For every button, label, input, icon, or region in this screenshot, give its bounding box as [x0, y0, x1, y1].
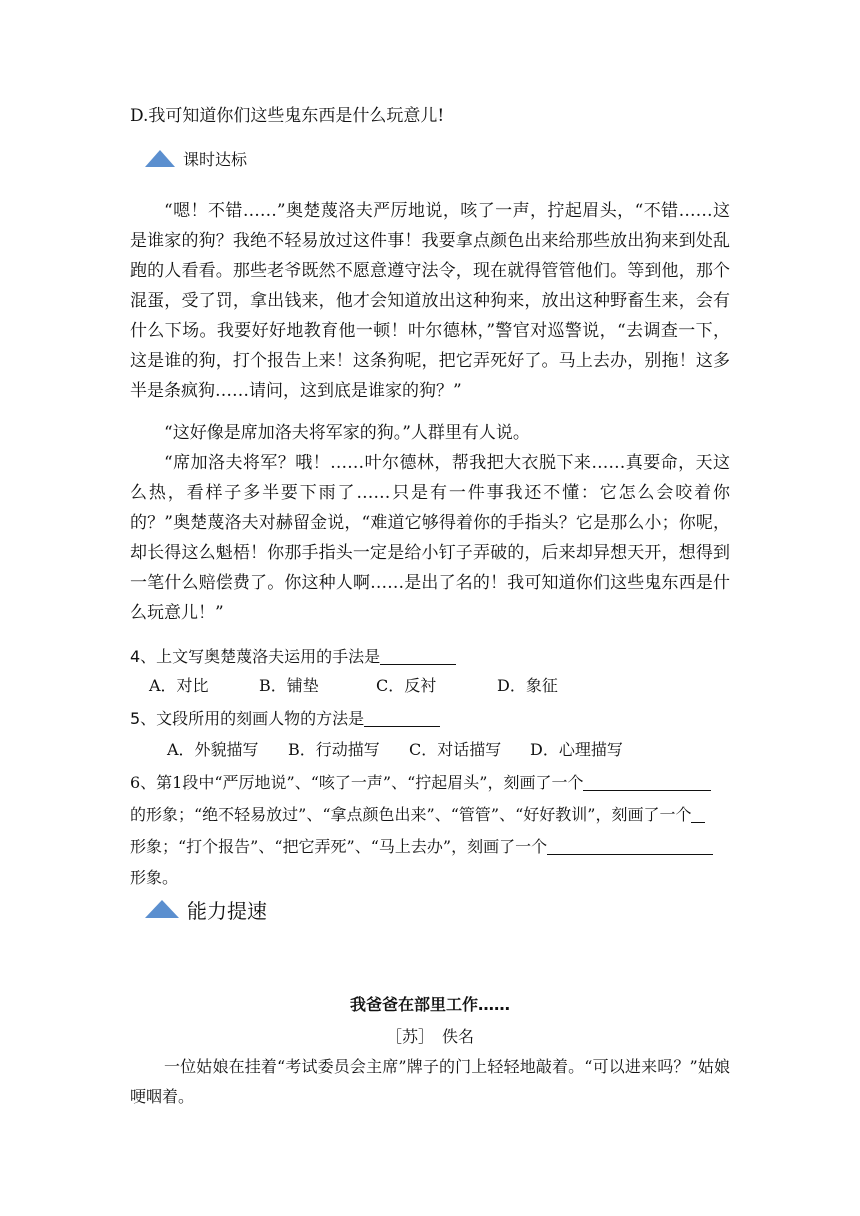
question-4 — [130, 646, 730, 667]
question-6-line-1 — [130, 772, 730, 793]
question-5 — [130, 708, 730, 729]
option-d[interactable]: D．心理描写 — [530, 740, 623, 759]
section-heading-nengli — [145, 897, 267, 921]
question-5-stem: 5、文段所用的刻画人物的方法是 — [130, 709, 365, 728]
option-b[interactable]: B．铺垫 — [259, 676, 319, 695]
question-5-options — [167, 740, 623, 760]
question-6-text: 形象；“打个报告”、“把它弄死”、“马上去办”，刻画了一个 — [130, 837, 548, 856]
answer-blank[interactable] — [583, 772, 711, 791]
answer-blank[interactable] — [364, 708, 440, 727]
question-4-stem: 4、上文写奥楚蔑洛夫运用的手法是 — [130, 647, 381, 666]
passage-paragraph-1: “嗯！不错……”奥楚蔑洛夫严厉地说，咳了一声，拧起眉头，“不错……这是谁家的狗？我绝不轻易放过这件事！我要拿点颜色出来给那些放出狗来到处乱跑的人看看。那些老爷既然不愿意遵守法令，现在就得管管他们。等到他，那个混蛋，受了罚，拿出钱来，他才会知道放出这种狗来，放出这种野畜生来，会有什么下场。我要好好地教育他一顿！叶尔德林，”警官对巡警说，“去调查一下，这是谁的狗，打个报告上来！这条狗呢，把它弄死好了。马上去办，别拖！这多半是条疯狗……请问，这到底是谁家的狗？” — [130, 201, 730, 401]
question-6-text: 6、第1段中“严厉地说”、“咳了一声”、“拧起眉头”，刻画了一个 — [130, 773, 584, 792]
option-c[interactable]: C．对话描写 — [409, 740, 502, 759]
story-author: ［苏］ 佚名 — [385, 1027, 474, 1046]
option-c[interactable]: C．反衬 — [376, 676, 437, 695]
question-6-line-2 — [130, 804, 730, 825]
story-title: 我爸爸在部里工作…… — [349, 995, 510, 1014]
answer-blank[interactable] — [380, 646, 456, 665]
answer-blank[interactable] — [691, 804, 705, 823]
question-6-line-4: 形象。 — [130, 868, 179, 887]
triangle-icon — [145, 150, 175, 167]
section-title: 能力提速 — [187, 898, 267, 923]
section-heading-keshi — [145, 146, 247, 170]
option-b[interactable]: B．行动描写 — [288, 740, 380, 759]
question-6-text: 的形象；“绝不轻易放过”、“拿点颜色出来”、“管管”、“好好教训”，刻画了一个 — [130, 805, 692, 824]
option-d[interactable]: D．象征 — [497, 676, 558, 695]
option-a[interactable]: A．外貌描写 — [167, 740, 259, 759]
question-6-line-3 — [130, 836, 730, 857]
option-d-line: D.我可知道你们这些鬼东西是什么玩意儿! — [130, 106, 445, 126]
story-paragraph-1: 一位姑娘在挂着“考试委员会主席”牌子的门上轻轻地敲着。“可以进来吗？”姑娘哽咽着。 — [130, 1057, 730, 1106]
passage-paragraph-3: “席加洛夫将军？哦！……叶尔德林，帮我把大衣脱下来……真要命，天这么热，看样子多半要下雨了……只是有一件事我还不懂：它怎么会咬着你的？”奥楚蔑洛夫对赫留金说，“难道它够得着你的手指头？它是那么小；你呢，却长得这么魁梧！你那手指头一定是给小钉子弄破的，后来却异想天开，想得到一笔什么赔偿费了。你这种人啊……是出了名的！我可知道你们这些鬼东西是什么玩意儿！” — [130, 453, 730, 623]
option-a[interactable]: A．对比 — [149, 676, 209, 695]
question-4-options — [149, 676, 558, 696]
answer-blank[interactable] — [547, 836, 713, 855]
passage-paragraph-2: “这好像是席加洛夫将军家的狗。”人群里有人说。 — [164, 423, 530, 443]
section-title: 课时达标 — [183, 149, 248, 169]
triangle-icon — [145, 900, 179, 918]
